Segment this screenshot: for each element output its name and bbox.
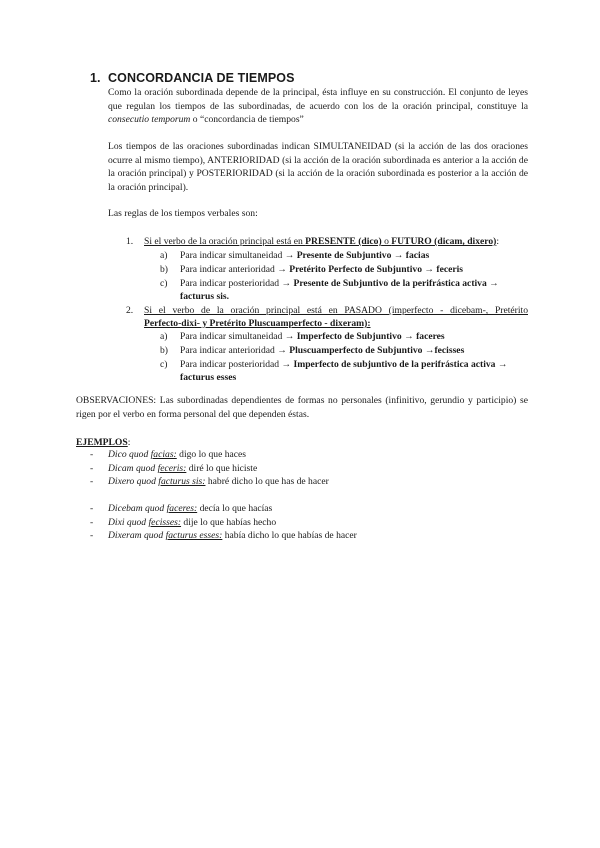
rule2-item-b-label: b) — [160, 345, 168, 356]
rule1-item-c: Para indicar posterioridad → Presente de Subjuntivo de la perifrástica activa → — [180, 278, 499, 289]
rule2-item-b: Para indicar anterioridad → Pluscuamperfecto de Subjuntivo →fecisses — [180, 345, 465, 356]
example-bullet: - — [90, 517, 94, 528]
rule1-item-a: Para indicar simultaneidad → Presente de Subjuntivo → facias — [180, 250, 430, 261]
observaciones-label: OBSERVACIONES — [76, 395, 154, 406]
section-heading — [90, 71, 295, 85]
example-2: Dicam quod feceris: diré lo que hiciste — [108, 463, 258, 474]
rule2-item-a-label: a) — [160, 331, 168, 342]
rule2-item-c-label: c) — [160, 359, 168, 370]
example-4: Dicebam quod faceres: decía lo que hacías — [108, 503, 273, 514]
rules-intro: Las reglas de los tiempos verbales son: — [108, 208, 258, 219]
example-1: Dico quod facias: digo lo que haces — [108, 449, 247, 460]
example-bullet: - — [90, 449, 94, 460]
example-bullet: - — [90, 530, 94, 541]
rule1-item-c-label: c) — [160, 278, 168, 289]
tiempos-paragraph: Los tiempos de las oraciones subordinadas indican SIMULTANEIDAD (si la acción de las dos oraciones ocurre al mismo tiempo), ANTERIORIDAD (si la acción de la oración subordinada es anterior a la acción de la oración principal) y POSTERIORIDAD (si la acción de la oración subordinada es posterior a la acción de la oración principal). — [108, 141, 528, 193]
section-title: CONCORDANCIA DE TIEMPOS — [108, 71, 295, 85]
rule1-number: 1. — [126, 236, 134, 247]
intro-text-end: o “concordancia de tiempos” — [190, 114, 304, 126]
example-6: Dixeram quod facturus esses: había dicho lo que habías de hacer — [108, 530, 357, 541]
rule2-item-c-cont: facturus esses — [180, 372, 237, 383]
intro-paragraph — [108, 86, 528, 127]
rule1-item-b-label: b) — [160, 264, 168, 275]
rule1-heading: Si el verbo de la oración principal está en PRESENTE (dico) o FUTURO (dicam, dixero): — [144, 236, 500, 247]
rule1-item-c-cont: facturus sis. — [180, 291, 230, 302]
rule2-item-c: Para indicar posterioridad → Imperfecto de subjuntivo de la perifrástica activa → — [180, 359, 508, 370]
rule2-heading-line2: Perfecto-dixi- y Pretérito Pluscuamperfecto - dixeram): — [144, 318, 371, 329]
section-number: 1. — [90, 71, 101, 85]
rule1-item-a-label: a) — [160, 250, 168, 261]
example-5: Dixi quod fecisses: dije lo que habías hecho — [108, 517, 277, 528]
example-bullet: - — [90, 463, 94, 474]
ejemplos-heading: EJEMPLOS: — [76, 437, 131, 448]
example-bullet: - — [90, 476, 94, 487]
observaciones-paragraph: OBSERVACIONES: Las subordinadas dependientes de formas no personales (infinitivo, gerundio y participio) se rigen por el verbo en forma personal del que dependen éstas. — [76, 395, 528, 420]
rule2-item-a: Para indicar simultaneidad → Imperfecto de Subjuntivo → faceres — [180, 331, 445, 342]
rule2-number: 2. — [126, 305, 134, 316]
example-3: Dixero quod facturus sis: habré dicho lo que has de hacer — [108, 476, 329, 487]
rule1-item-b: Para indicar anterioridad → Pretérito Perfecto de Subjuntivo → feceris — [180, 264, 464, 275]
intro-term: consecutio temporum — [108, 114, 191, 126]
intro-text: Como la oración subordinada depende de la principal, ésta influye en su construcción. El conjunto de leyes que regulan los tiempos de las subordinadas, de acuerdo con los de la oración principal, constituye la — [108, 87, 528, 112]
rule2-heading-line1: Si el verbo de la oración principal está en PASADO (imperfecto - dicebam-, Pretérito — [144, 305, 528, 316]
example-bullet: - — [90, 503, 94, 514]
